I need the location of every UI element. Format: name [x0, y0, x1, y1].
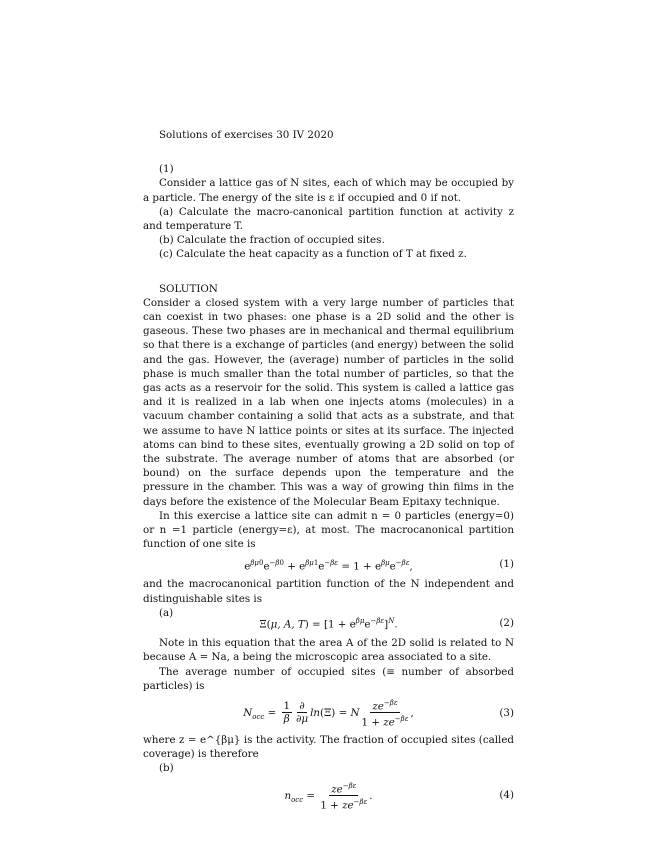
equation-3: $N_{occ}$ = $\frac{1}{\beta}$ $\frac{\partial}{\partial\mu}$ ln(Ξ) = N $\frac{ze^{-\beta\varepsilon}}{1 + ze^{-\beta\varepsilon}}$ , (3) [243, 698, 514, 729]
solution-paragraph-5: The average number of occupied sites (≡ number of absorbed particles) is [143, 665, 514, 692]
equation-number-1: (1) [499, 558, 514, 571]
equation-2: Ξ(μ, A, $T) = [1 + e^{\beta\mu}e^{-\beta\varepsilon}]^N$. (2) [259, 616, 514, 631]
equation-number-4: (4) [499, 789, 514, 802]
exercise-part-b: (b) Calculate the fraction of occupied sites. [159, 234, 385, 247]
solution-heading: SOLUTION [159, 282, 218, 295]
page-body [143, 128, 514, 816]
exercise-statement: Consider a lattice gas of N sites, each of which may be occupied by a particle. The energy of the site is ε if occupied and 0 if not. [143, 177, 514, 204]
label-b: (b) [159, 762, 174, 775]
document-header: Solutions of exercises 30 IV 2020 [159, 129, 334, 141]
equation-1: $e^{\beta\mu 0}e^{-\beta 0} + e^{\beta\mu 1}e^{-\beta\varepsilon} = 1 + e^{\beta\mu}e^{-\beta\varepsilon}$, (1) [244, 558, 514, 573]
solution-paragraph-6: where z = e^{βμ} is the activity. The fraction of occupied sites (called coverage) is therefore [143, 733, 514, 761]
exercise-number: (1) [159, 163, 174, 176]
equation-number-2: (2) [499, 616, 514, 629]
solution-paragraph-2: In this exercise a lattice site can admit n = 0 particles (energy=0) or n =1 particle (energy=ε), at most. The macrocanonical partition function of one site is [143, 509, 514, 551]
exercise-part-c: (c) Calculate the heat capacity as a function of T at fixed z. [159, 248, 467, 261]
label-a: (a) [159, 606, 174, 619]
equation-4: $n_{occ}$ = $\frac{ze^{-\beta\varepsilon}}{1 + ze^{-\beta\varepsilon}}$ . (4) [284, 781, 514, 812]
solution-paragraph-1: Consider a closed system with a very large number of particles that can coexist in two phases: one phase is a 2D solid and the other is gaseous. These two phases are in mechanical and thermal equilibrium so that there is a exchange of particles (and energy) between the solid and the gas. However, the (average) number of particles in the solid phase is much smaller than the total number of particles, so that the gas acts as a reservoir for the solid. This system is called a lattice gas and it is realized in a lab when one injects atoms (molecules) in a vacuum chamber containing a solid that acts as a substrate, and that we assume to have N lattice points or sites at its surface. The injected atoms can bind to these sites, eventually growing a 2D solid on top of the substrate. The average number of atoms that are absorbed (or bound) on the surface depends upon the temperature and the pressure in the chamber. This was a way of growing thin films in the days before the existence of the Molecular Beam Epitaxy technique. [143, 296, 514, 508]
exercise-part-a: (a) Calculate the macro-canonical partition function at activity z and temperature T. [143, 205, 514, 233]
equation-number-3: (3) [499, 706, 514, 719]
solution-paragraph-4: Note in this equation that the area A of the 2D solid is related to N because A = Na, a being the microscopic area associated to a site. [143, 637, 514, 664]
solution-paragraph-3: and the macrocanonical partition function of the N independent and distinguishable sites is [143, 578, 514, 605]
